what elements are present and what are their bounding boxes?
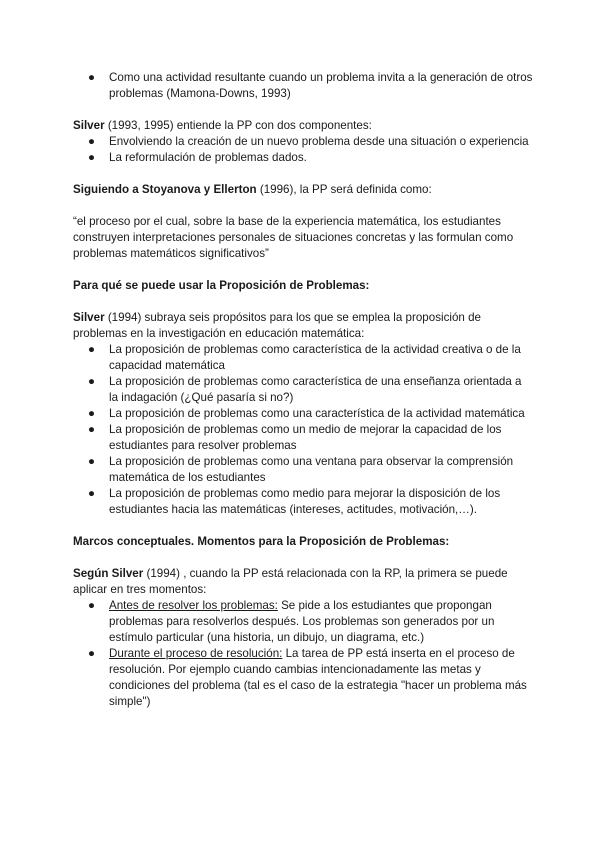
- heading-moments: Marcos conceptuales. Momentos para la Proposición de Problemas:: [73, 535, 450, 548]
- silver-1993-paragraph: Silver (1993, 1995) entiende la PP con dos componentes:: [73, 119, 372, 132]
- bullet-icon: ●: [88, 71, 96, 84]
- list-item: ● La proposición de problemas como una característica de la actividad matemática: [88, 407, 525, 420]
- purposes-list: [73, 342, 533, 518]
- stoyanova-paragraph: Siguiendo a Stoyanova y Ellerton (1996), la PP será definida como:: [73, 183, 432, 196]
- author-silver: Silver: [73, 119, 105, 132]
- bullet-icon: ●: [88, 647, 96, 660]
- author-stoyanova: Siguiendo a Stoyanova y Ellerton: [73, 183, 257, 196]
- bullet-icon: ●: [88, 151, 96, 164]
- list-item: ● La reformulación de problemas dados.: [88, 151, 307, 164]
- moments-list: [73, 598, 533, 710]
- document-body: [73, 70, 533, 710]
- bullet-icon: ●: [88, 135, 96, 148]
- intro-list: [73, 70, 533, 102]
- definition-quote: “el proceso por el cual, sobre la base de la experiencia matemática, los estudiantes construyen interpretaciones personales de situaciones concretas y las formulan como problemas matemáticos significativos”: [73, 215, 514, 260]
- list-item: ● La proposición de problemas como un medio de mejorar la capacidad de los estudiantes para resolver problemas: [88, 423, 502, 452]
- components-list: [73, 134, 533, 166]
- silver-moments-paragraph: Según Silver (1994) , cuando la PP está relacionada con la RP, la primera se puede aplicar en tres momentos:: [73, 567, 508, 596]
- bullet-icon: ●: [88, 487, 96, 500]
- list-item: ● Durante el proceso de resolución: La tarea de PP está inserta en el proceso de resolución. Por ejemplo cuando cambias intencionadamente las metas y condiciones del problema (tal es el caso de la estrategia "hacer un problema más simple"): [88, 647, 527, 708]
- silver-1994-paragraph: Silver (1994) subraya seis propósitos para los que se emplea la proposición de problemas en la investigación en educación matemática:: [73, 311, 481, 340]
- bullet-icon: ●: [88, 599, 96, 612]
- list-item: ● La proposición de problemas como característica de la actividad creativa o de la capacidad matemática: [88, 343, 521, 372]
- bullet-icon: ●: [88, 375, 96, 388]
- list-item: ● Envolviendo la creación de un nuevo problema desde una situación o experiencia: [88, 135, 529, 148]
- bullet-icon: ●: [88, 343, 96, 356]
- author-silver: Según Silver: [73, 567, 144, 580]
- moment-label: Durante el proceso de resolución:: [109, 647, 283, 660]
- bullet-icon: ●: [88, 423, 96, 436]
- bullet-icon: ●: [88, 455, 96, 468]
- moment-label: Antes de resolver los problemas:: [109, 599, 278, 612]
- list-item: ● Antes de resolver los problemas: Se pide a los estudiantes que propongan problemas para resolverlos después. Los problemas son generados por un estímulo particular (una historia, un dibujo, un diagrama, etc.): [88, 599, 495, 644]
- bullet-icon: ●: [88, 407, 96, 420]
- list-item: ● La proposición de problemas como característica de una enseñanza orientada a la indagación (¿Qué pasaría si no?): [88, 375, 522, 404]
- author-silver: Silver: [73, 311, 105, 324]
- list-item: ● Como una actividad resultante cuando un problema invita a la generación de otros problemas (Mamona-Downs, 1993): [88, 71, 533, 100]
- heading-uses: Para qué se puede usar la Proposición de Problemas:: [73, 279, 370, 292]
- list-item: ● La proposición de problemas como una ventana para observar la comprensión matemática de los estudiantes: [88, 455, 514, 484]
- list-item: ● La proposición de problemas como medio para mejorar la disposición de los estudiantes hacia las matemáticas (intereses, actitudes, motivación,…).: [88, 487, 501, 516]
